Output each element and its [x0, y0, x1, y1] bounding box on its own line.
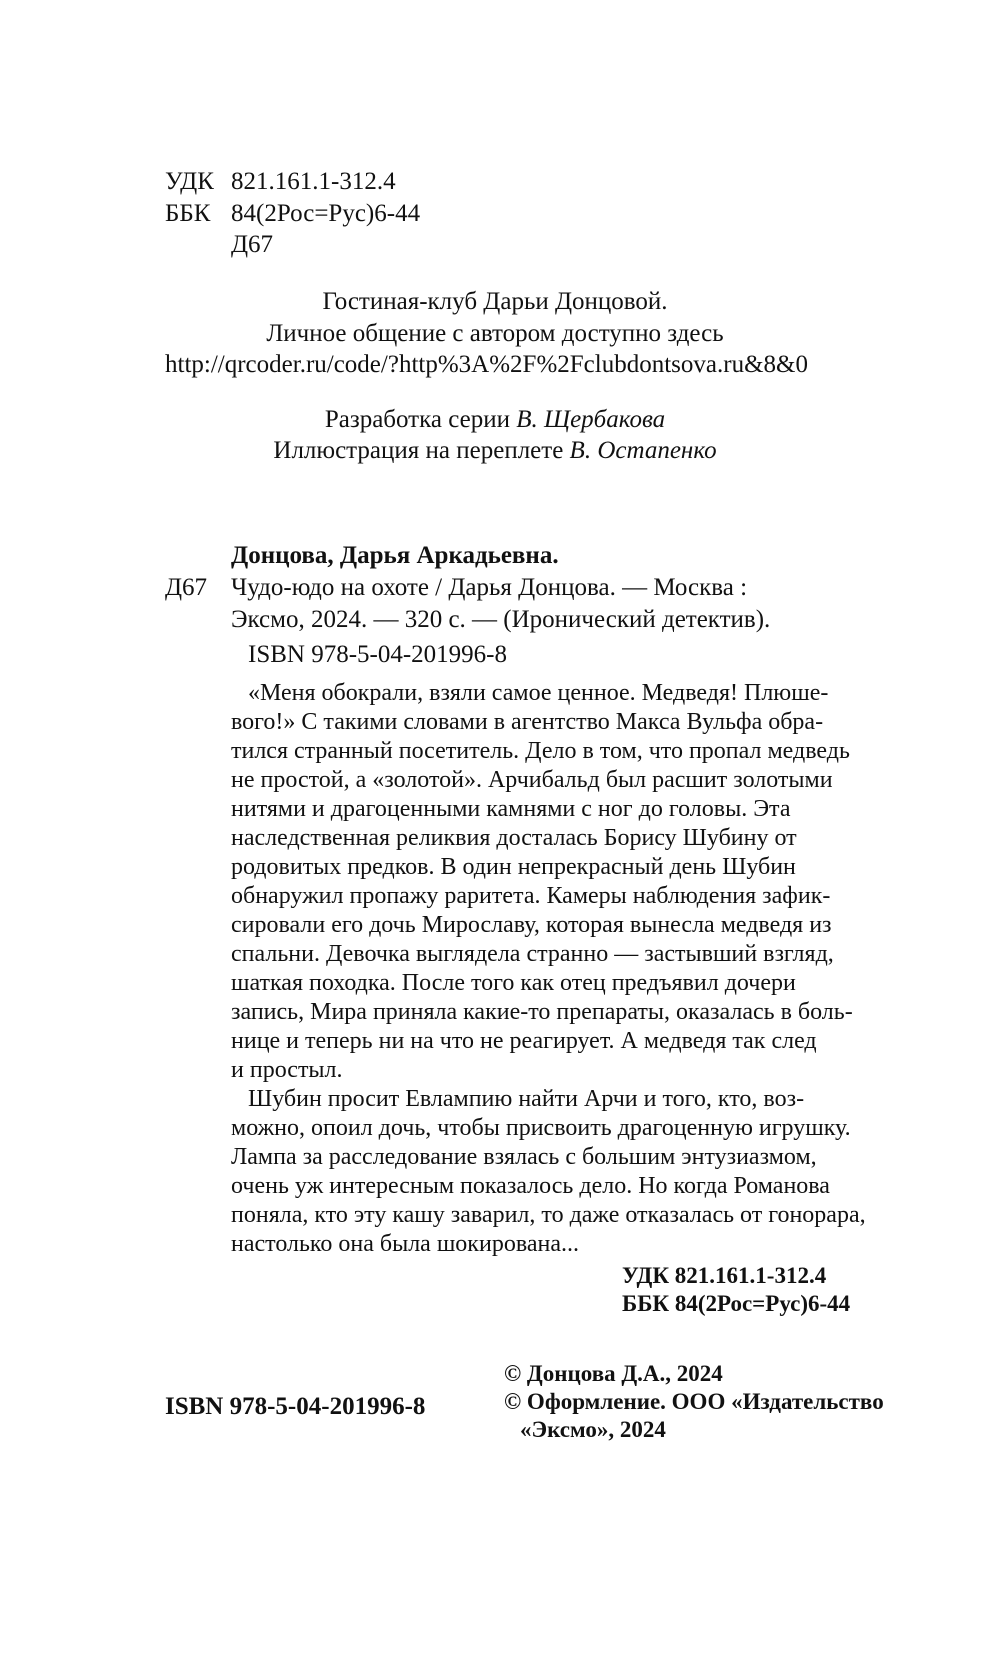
illustration-credit-text: Иллюстрация на переплете	[273, 437, 570, 464]
author-mark: Д67	[231, 231, 274, 258]
copyright-author: © Донцова Д.А., 2024	[504, 1361, 723, 1386]
series-credit-text: Разработка серии	[324, 406, 517, 433]
biblio-line-2: Эксмо, 2024. — 320 с. — (Иронический детектив).	[231, 606, 771, 633]
annotation-line: спальни. Девочка выглядела странно — застывший взгляд,	[231, 941, 834, 967]
series-credit	[168, 405, 822, 435]
club-line-2: Личное общение с автором доступно здесь	[266, 320, 724, 347]
annotation-line: можно, опоил дочь, чтобы присвоить драгоценную игрушку.	[231, 1115, 851, 1141]
annotation-line: родовитых предков. В один непрекрасный день Шубин	[231, 854, 796, 880]
footer-bbk: ББК 84(2Рос=Рус)6-44	[622, 1291, 851, 1316]
annotation-line: Шубин просит Евлампию найти Арчи и того, кто, воз-	[248, 1086, 805, 1112]
annotation-line: обнаружил пропажу раритета. Камеры наблюдения зафик-	[231, 883, 831, 909]
annotation-line: запись, Мира приняла какие-то препараты, оказалась в боль-	[231, 999, 853, 1025]
club-line-1: Гостиная-клуб Дарьи Донцовой.	[322, 288, 668, 315]
annotation-line: Лампа за расследование взялась с большим энтузиазмом,	[231, 1144, 817, 1170]
annotation-line: сировали его дочь Мирославу, которая вынесла медведя из	[231, 912, 832, 938]
annotation-line: шаткая походка. После того как отец предъявил дочери	[231, 970, 796, 996]
club-url: http://qrcoder.ru/code/?http%3A%2F%2Fclubdontsova.ru&8&0	[165, 351, 808, 378]
series-designer: В. Щербакова	[516, 406, 666, 433]
biblio-line-1: Чудо-юдо на охоте / Дарья Донцова. — Москва :	[231, 574, 748, 601]
isbn-footer: ISBN 978-5-04-201996-8	[165, 1393, 426, 1420]
annotation-line: нице и теперь ни на что не реагирует. А медведя так след	[231, 1028, 817, 1054]
annotation-line: поняла, кто эту кашу заварил, то даже отказалась от гонорара,	[231, 1202, 866, 1228]
footer-udk: УДК 821.161.1-312.4	[622, 1263, 827, 1288]
biblio-mark: Д67	[165, 574, 208, 601]
annotation-line: и простыл.	[231, 1057, 343, 1083]
udk-value: 821.161.1-312.4	[231, 168, 396, 195]
copyright-publisher: «Эксмо», 2024	[520, 1417, 666, 1442]
biblio-isbn: ISBN 978-5-04-201996-8	[248, 641, 508, 668]
copyright-design: © Оформление. ООО «Издательство	[504, 1389, 884, 1414]
biblio-author: Донцова, Дарья Аркадьевна.	[231, 542, 559, 569]
annotation-line: вого!» С такими словами в агентство Макса Вульфа обра-	[231, 709, 824, 735]
annotation-line: очень уж интересным показалось дело. Но когда Романова	[231, 1173, 830, 1199]
annotation-line: наследственная реликвия досталась Борису Шубину от	[231, 825, 797, 851]
annotation-line: нитями и драгоценными камнями с ног до головы. Эта	[231, 796, 791, 822]
udk-label: УДК	[165, 168, 214, 195]
bbk-label: ББК	[165, 200, 211, 227]
illustrator: В. Остапенко	[569, 437, 717, 464]
annotation-line: не простой, а «золотой». Арчибальд был расшит золотыми	[231, 767, 833, 793]
annotation-line: тился странный посетитель. Дело в том, что пропал медведь	[231, 738, 850, 764]
annotation-line: настолько она была шокирована...	[231, 1231, 579, 1257]
illustration-credit	[168, 436, 822, 466]
annotation-line: «Меня обокрали, взяли самое ценное. Медведя! Плюше-	[248, 680, 829, 706]
bbk-value: 84(2Рос=Рус)6-44	[231, 200, 421, 227]
